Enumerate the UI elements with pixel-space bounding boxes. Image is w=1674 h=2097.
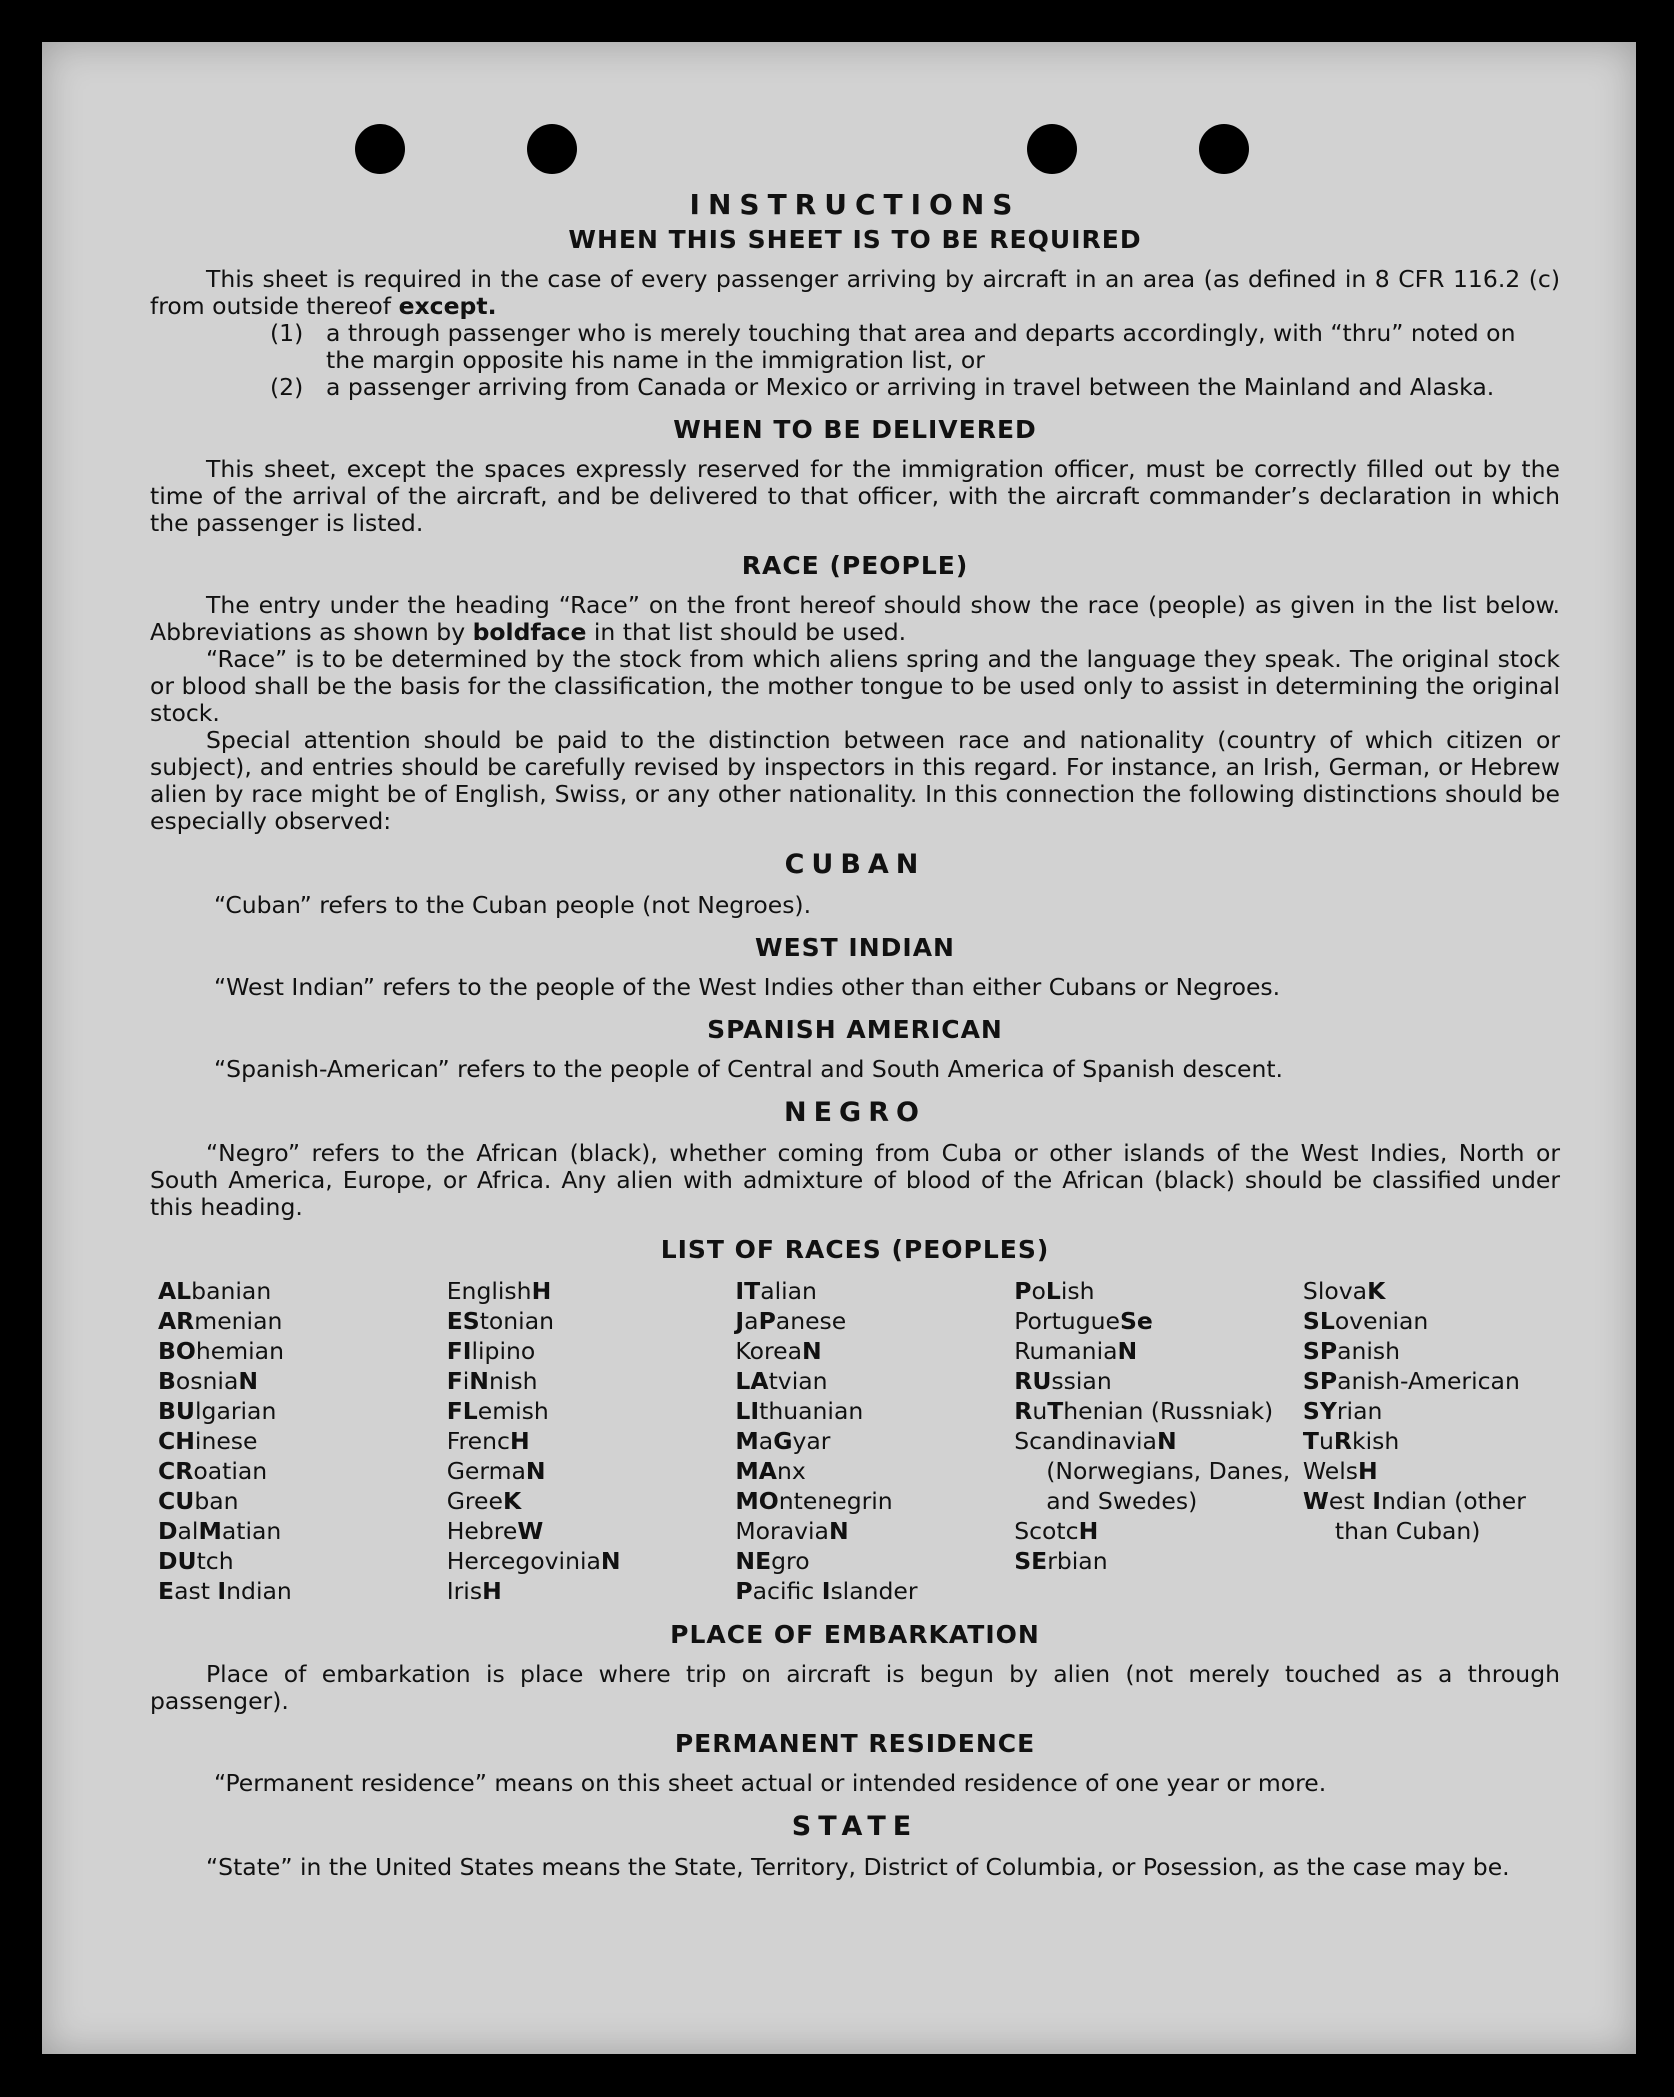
heading-when-delivered: WHEN TO BE DELIVERED (673, 415, 1037, 444)
heading-state: STATE (791, 1811, 919, 1842)
race-entry: SPanish (1302, 1337, 1401, 1365)
punch-hole (1027, 124, 1077, 174)
race-entry: MoraviaN (735, 1517, 849, 1545)
punch-hole (527, 124, 577, 174)
race-entry: SLovenian (1302, 1307, 1429, 1335)
race-entry: SPanish-American (1302, 1367, 1520, 1395)
race-entry: FIlipino (446, 1337, 536, 1365)
race-entry: EnglishH (446, 1277, 552, 1305)
heading-spanish-american: SPANISH AMERICAN (707, 1015, 1003, 1044)
race-entry: Pacific Islander (735, 1577, 918, 1605)
heading-cuban: CUBAN (784, 849, 926, 880)
race-entry: FiNnish (446, 1367, 538, 1395)
races-column (1014, 1276, 1303, 1606)
race-entry: CRoatian (158, 1457, 268, 1485)
punch-hole (1199, 124, 1249, 174)
race-entry: BOhemian (158, 1337, 284, 1365)
race-entry: FrencH (446, 1427, 530, 1455)
page-title: INSTRUCTIONS (689, 188, 1021, 221)
paragraph-race-2: “Race” is to be determined by the stock from which aliens spring and the language they speak. The original stock or blood shall be the basis for the classification, the mother tongue to be used only to assist in determining the original stock. (150, 645, 1560, 727)
text-state: “State” in the United States means the State, Territory, District of Columbia, or Posession, as the case may be. (206, 1853, 1510, 1881)
race-entry: SlovaK (1302, 1277, 1386, 1305)
race-entry: ARmenian (158, 1307, 283, 1335)
race-entry: SErbian (1014, 1547, 1108, 1575)
race-entry: PoLish (1014, 1277, 1095, 1305)
text-cuban: “Cuban” refers to the Cuban people (not Negroes). (214, 891, 812, 919)
race-entry: CUban (158, 1487, 239, 1515)
race-entry: SYrian (1302, 1397, 1383, 1425)
races-column (158, 1276, 447, 1606)
race-entry: HebreW (446, 1517, 544, 1545)
heading-residence: PERMANENT RESIDENCE (674, 1729, 1036, 1758)
race-entry: ScotcH (1014, 1517, 1099, 1545)
race-entry: RUssian (1014, 1367, 1112, 1395)
races-list (158, 1276, 1560, 1606)
race-entry: IrisH (446, 1577, 502, 1605)
exception-1: (1) a through passenger who is merely touching that area and departs accordingly, with “thru” noted on the margin opposite his name in the immigration list, or (270, 319, 1516, 374)
race-entry: LIthuanian (735, 1397, 864, 1425)
race-entry: RuThenian (Russniak) (1014, 1397, 1274, 1425)
race-entry: GermaN (446, 1457, 546, 1485)
race-entry: RumaniaN (1014, 1337, 1138, 1365)
race-entry: ALbanian (158, 1277, 272, 1305)
race-entry: CHinese (158, 1427, 258, 1455)
race-entry: MOntenegrin (735, 1487, 893, 1515)
race-entry: NEgro (735, 1547, 810, 1575)
heading-negro: NEGRO (784, 1097, 926, 1128)
race-entry: TuRkish (1302, 1427, 1400, 1455)
heading-embarkation: PLACE OF EMBARKATION (670, 1620, 1040, 1649)
instructions-content (150, 188, 1560, 1881)
punch-hole (355, 124, 405, 174)
heading-when-required: WHEN THIS SHEET IS TO BE REQUIRED (568, 225, 1142, 254)
race-entry: West Indian (other than Cuban) (1302, 1487, 1526, 1545)
exception-2: (2) a passenger arriving from Canada or Mexico or arriving in travel between the Mainland and Alaska. (270, 373, 1495, 401)
text-spanish-american: “Spanish-American” refers to the people of Central and South America of Spanish descent. (214, 1055, 1284, 1083)
race-entry: BosniaN (158, 1367, 259, 1395)
race-entry: GreeK (446, 1487, 522, 1515)
text-negro: “Negro” refers to the African (black), whether coming from Cuba or other islands of the West Indies, North or South America, Europe, or Africa. Any alien with admixture of blood of the African (black) should be classified under this heading. (150, 1139, 1560, 1221)
races-column (1303, 1276, 1560, 1606)
heading-list-of-races: LIST OF RACES (PEOPLES) (660, 1235, 1050, 1264)
race-entry: ScandinaviaN (Norwegians, Danes, and Swedes) (1014, 1427, 1291, 1515)
paragraph-when-delivered: This sheet, except the spaces expressly reserved for the immigration officer, must be correctly filled out by the time of the arrival of the aircraft, and be delivered to that officer, with the aircraft commander’s declaration in which the passenger is listed. (150, 455, 1560, 537)
race-entry: MaGyar (735, 1427, 831, 1455)
race-entry: HercegoviniaN (446, 1547, 621, 1575)
text-west-indian: “West Indian” refers to the people of the West Indies other than either Cubans or Negroes. (214, 973, 1281, 1001)
race-entry: JaPanese (735, 1307, 847, 1335)
paragraph-race-3: Special attention should be paid to the distinction between race and nationality (country of which citizen or subject), and entries should be carefully revised by inspectors in this regard. For instance, an Irish, German, or Hebrew alien by race might be of English, Swiss, or any other nationality. In this connection the following distinctions should be especially observed: (150, 726, 1560, 835)
text-embarkation: Place of embarkation is place where trip on aircraft is begun by alien (not merely touched as a through passenger). (150, 1660, 1560, 1715)
race-entry: MAnx (735, 1457, 806, 1485)
race-entry: PortugueSe (1014, 1307, 1153, 1335)
heading-race: RACE (PEOPLE) (741, 551, 969, 580)
race-entry: LAtvian (735, 1367, 828, 1395)
paragraph-when-required: This sheet is required in the case of every passenger arriving by aircraft in an area (as defined in 8 CFR 116.2 (c) from outside thereof except. (150, 265, 1560, 320)
race-entry: East Indian (158, 1577, 292, 1605)
text-residence: “Permanent residence” means on this sheet actual or intended residence of one year or more. (214, 1769, 1327, 1797)
race-entry: DalMatian (158, 1517, 282, 1545)
paragraph-race-1: The entry under the heading “Race” on the front hereof should show the race (people) as given in the list below. Abbreviations as shown by boldface in that list should be used. (150, 591, 1560, 646)
races-column (735, 1276, 1014, 1606)
race-entry: KoreaN (735, 1337, 822, 1365)
heading-west-indian: WEST INDIAN (755, 933, 955, 962)
race-entry: DUtch (158, 1547, 234, 1575)
race-entry: BUlgarian (158, 1397, 277, 1425)
races-column (447, 1276, 736, 1606)
race-entry: WelsH (1302, 1457, 1378, 1485)
race-entry: ITalian (735, 1277, 817, 1305)
race-entry: FLemish (446, 1397, 549, 1425)
race-entry: EStonian (446, 1307, 554, 1335)
